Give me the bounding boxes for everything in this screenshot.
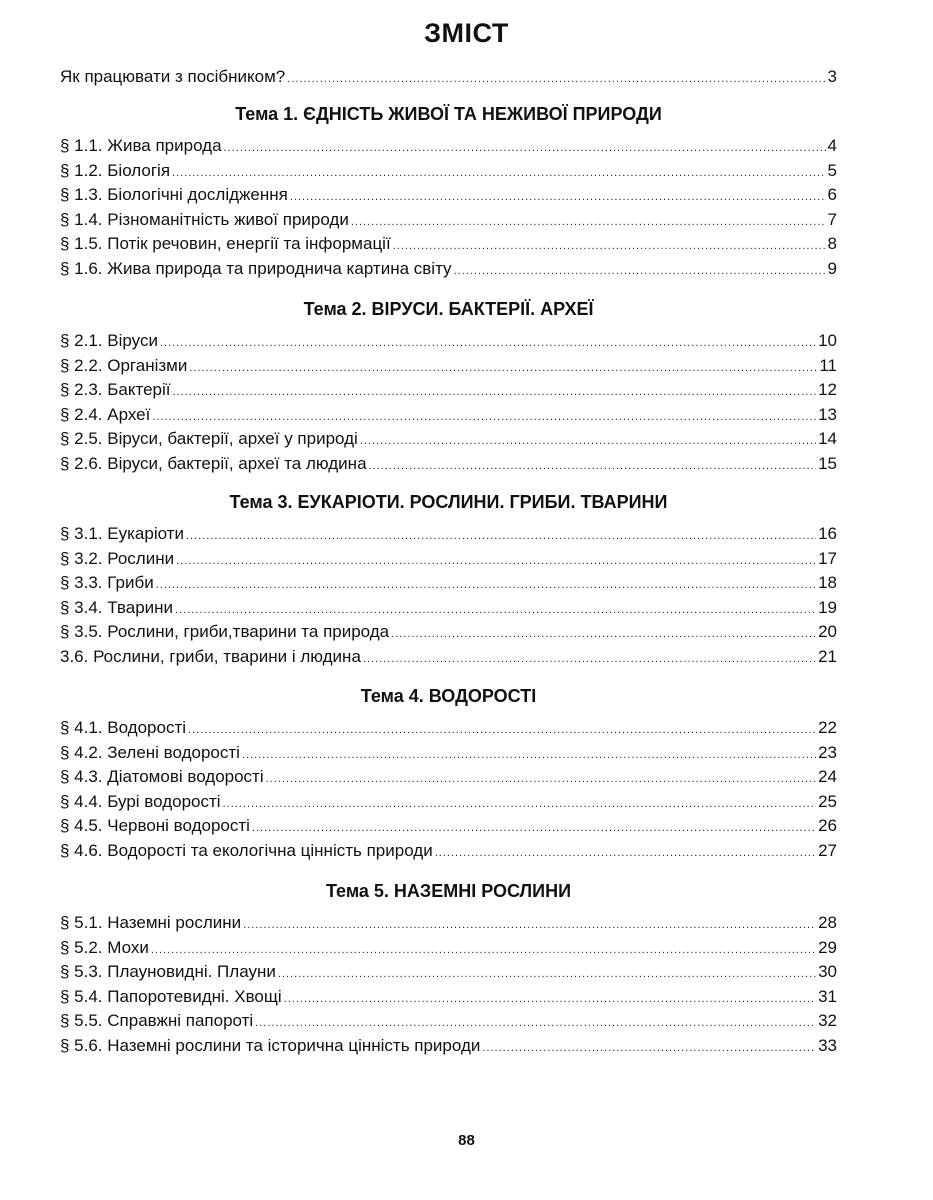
- toc-entry-page: 14: [818, 429, 837, 449]
- section-title: Тема 1. ЄДНІСТЬ ЖИВОЇ ТА НЕЖИВОЇ ПРИРОДИ: [235, 104, 662, 124]
- toc-entry-page: 28: [818, 913, 837, 932]
- page-number: 88: [458, 1132, 475, 1149]
- toc-entry-label: § 5.6. Наземні рослини та історична цінність природи: [60, 1035, 481, 1055]
- toc-entry-intro: [60, 64, 837, 90]
- toc-entry-page: 8: [827, 234, 837, 254]
- toc-entry-label: Як працювати з посібником?: [60, 67, 286, 86]
- toc-entry-page: 5: [827, 160, 837, 180]
- dot-leader: [255, 1011, 816, 1036]
- toc-entry-page: 32: [818, 1011, 837, 1031]
- dot-leader: [173, 380, 817, 405]
- toc-entry: [60, 134, 837, 159]
- toc-entry-label: § 5.3. Плауновидні. Плауни: [60, 962, 276, 982]
- toc-entry: [60, 427, 837, 452]
- dot-leader: [176, 549, 816, 574]
- dot-leader: [393, 234, 826, 259]
- dot-leader: [266, 767, 816, 792]
- dot-leader: [242, 743, 816, 768]
- toc-entry: [60, 547, 837, 572]
- dot-leader: [224, 136, 826, 161]
- dot-leader: [351, 210, 826, 235]
- toc-entry-page: 10: [818, 331, 837, 350]
- section-title: Тема 3. ЕУКАРІОТИ. РОСЛИНИ. ГРИБИ. ТВАРИНИ: [229, 492, 668, 512]
- toc-section-1: [60, 100, 837, 282]
- toc-entry-label: § 5.4. Папоротевидні. Хвощі: [60, 986, 282, 1006]
- toc-entry: [60, 645, 837, 670]
- toc-entry-label: § 5.1. Наземні рослини: [60, 913, 242, 932]
- toc-entry-page: 30: [818, 962, 837, 982]
- toc-section-2: [60, 295, 837, 477]
- toc-entry-label: § 2.5. Віруси, бактерії, археї у природі: [60, 429, 358, 449]
- dot-leader: [188, 718, 816, 743]
- toc-entry: [60, 985, 837, 1010]
- toc-section-4: [60, 682, 837, 864]
- dot-leader: [287, 66, 825, 92]
- toc-entry-label: § 4.2. Зелені водорості: [60, 742, 240, 762]
- dot-leader: [156, 573, 816, 598]
- toc-entry: [60, 839, 837, 864]
- toc-entry: [60, 208, 837, 233]
- toc-entry-label: § 1.3. Біологічні дослідження: [60, 185, 288, 205]
- toc-entry-label: § 1.4. Різноманітність живої природи: [60, 209, 349, 229]
- toc-entry-label: § 3.5. Рослини, гриби,тварини та природа: [60, 622, 390, 642]
- toc-entry-page: 21: [818, 646, 837, 666]
- toc-section-5: [60, 877, 837, 1059]
- toc-entry-page: 33: [818, 1035, 837, 1055]
- toc-entry-page: 24: [818, 767, 837, 787]
- toc-entry-label: § 3.3. Гриби: [60, 573, 154, 593]
- section-title: Тема 4. ВОДОРОСТІ: [360, 686, 537, 706]
- toc-entry-label: 3.6. Рослини, гриби, тварини і людина: [60, 646, 361, 666]
- toc-entry-page: 7: [827, 209, 837, 229]
- toc-entry: [60, 765, 837, 790]
- dot-leader: [369, 454, 817, 479]
- toc-entry: [60, 1009, 837, 1034]
- toc-entry-page: 27: [818, 840, 837, 860]
- dot-leader: [284, 987, 816, 1012]
- toc-entry-page: 20: [818, 622, 837, 642]
- toc-entry: [60, 911, 837, 936]
- toc-entry-page: 18: [818, 573, 837, 593]
- toc-entry: [60, 814, 837, 839]
- toc-entry-page: 26: [818, 816, 837, 836]
- toc-entry: [60, 522, 837, 547]
- toc-entry: [60, 378, 837, 403]
- toc-entry-label: § 5.2. Мохи: [60, 937, 149, 957]
- dot-leader: [363, 647, 816, 672]
- dot-leader: [186, 524, 816, 549]
- toc-entry-label: § 2.2. Організми: [60, 355, 188, 375]
- toc-entry: [60, 257, 837, 282]
- toc-entry: [60, 354, 837, 379]
- toc-entry: [60, 1034, 837, 1059]
- toc-entry: [60, 620, 837, 645]
- toc-entry: [60, 960, 837, 985]
- toc-entry-label: § 3.2. Рослини: [60, 548, 175, 568]
- dot-leader: [360, 429, 816, 454]
- dot-leader: [175, 598, 816, 623]
- toc-entry: [60, 571, 837, 596]
- toc-entry-label: § 4.1. Водорості: [60, 718, 187, 737]
- section-title: Тема 2. ВІРУСИ. БАКТЕРІЇ. АРХЕЇ: [303, 299, 594, 319]
- dot-leader: [290, 185, 826, 210]
- dot-leader: [160, 331, 816, 356]
- toc-entry: [60, 403, 837, 428]
- toc-entry: [60, 232, 837, 257]
- toc-entry-page: 11: [819, 355, 837, 375]
- page-title: ЗМІСТ: [424, 18, 509, 48]
- dot-leader: [172, 161, 826, 186]
- toc-entry-page: 31: [818, 986, 837, 1006]
- toc-entry-label: § 4.4. Бурі водорості: [60, 791, 221, 811]
- toc-entry: [60, 159, 837, 184]
- dot-leader: [454, 259, 826, 284]
- toc-entry-page: 16: [818, 524, 837, 543]
- toc-entry-page: 29: [818, 937, 837, 957]
- toc-entry-label: § 4.6. Водорості та екологічна цінність природи: [60, 840, 433, 860]
- dot-leader: [152, 405, 816, 430]
- dot-leader: [278, 962, 816, 987]
- toc-entry-label: § 3.4. Тварини: [60, 597, 174, 617]
- toc-entry-page: 6: [827, 185, 837, 205]
- toc-entry-page: 17: [818, 548, 837, 568]
- toc-entry-label: § 1.6. Жива природа та природнича картина світу: [60, 258, 452, 278]
- toc-entry: [60, 936, 837, 961]
- toc-entry-label: § 2.3. Бактерії: [60, 380, 171, 400]
- dot-leader: [391, 622, 816, 647]
- toc-entry-page: 15: [818, 453, 837, 473]
- toc-entry-label: § 1.2. Біологія: [60, 160, 171, 180]
- toc-entry-page: 13: [818, 404, 837, 424]
- toc-entry-label: § 3.1. Еукаріоти: [60, 524, 184, 543]
- toc-entry: [60, 452, 837, 477]
- toc-entry-page: 22: [818, 718, 837, 737]
- toc-entry-label: § 4.5. Червоні водорості: [60, 816, 250, 836]
- toc-entry-label: § 4.3. Діатомові водорості: [60, 767, 264, 787]
- toc-entry-page: 19: [818, 597, 837, 617]
- toc-entry: [60, 790, 837, 815]
- dot-leader: [243, 913, 816, 938]
- toc-entry-page: 4: [827, 136, 837, 155]
- toc-entry: [60, 716, 837, 741]
- dot-leader: [435, 841, 816, 866]
- dot-leader: [482, 1036, 816, 1061]
- toc-entry: [60, 596, 837, 621]
- toc-entry-label: § 1.5. Потік речовин, енергії та інформації: [60, 234, 391, 254]
- toc-entry-label: § 2.1. Віруси: [60, 331, 158, 350]
- dot-leader: [151, 938, 816, 963]
- toc-entry-label: § 5.5. Справжні папороті: [60, 1011, 254, 1031]
- toc-section-3: [60, 488, 837, 670]
- section-title: Тема 5. НАЗЕМНІ РОСЛИНИ: [325, 881, 572, 901]
- toc-entry-page: 12: [818, 380, 837, 400]
- toc-entry-page: 25: [818, 791, 837, 811]
- toc-entry: [60, 329, 837, 354]
- dot-leader: [252, 816, 816, 841]
- toc-entry-label: § 2.6. Віруси, бактерії, археї та людина: [60, 453, 367, 473]
- toc-entry-page: 9: [827, 258, 837, 278]
- dot-leader: [223, 792, 817, 817]
- toc-entry-label: § 2.4. Археї: [60, 404, 151, 424]
- toc-entry: [60, 741, 837, 766]
- toc-entry-page: 23: [818, 742, 837, 762]
- toc-entry-page: 3: [827, 67, 837, 86]
- toc-entry: [60, 183, 837, 208]
- dot-leader: [189, 356, 817, 381]
- toc-entry-label: § 1.1. Жива природа: [60, 136, 222, 155]
